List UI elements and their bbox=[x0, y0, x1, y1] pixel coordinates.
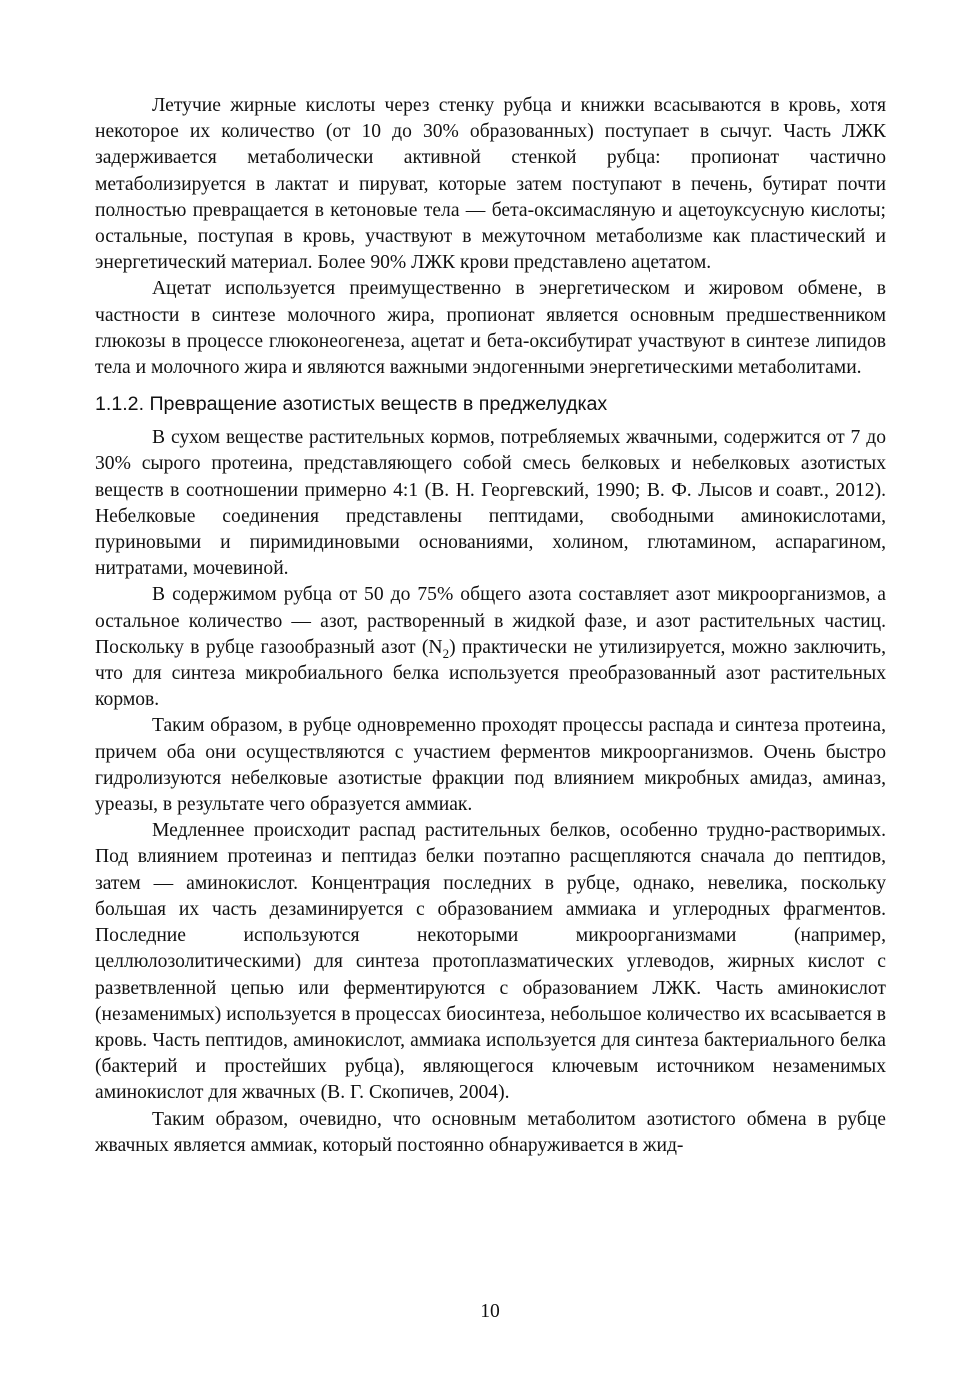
paragraph-ammonia-metabolite: Таким образом, очевидно, что основным метаболитом азотистого обмена в рубце жвачных является аммиак, который постоянно обнаруживается в жид- bbox=[95, 1108, 886, 1156]
paragraph-rumen-nitrogen-text-1: В содержимом рубца от 50 до 75% общего азота составляет азот микроорганизмов, а остальное количество — азот, растворенный в жидкой фазе, и азот растительных частиц. Поскольку в рубце газообразный азот (N bbox=[95, 584, 886, 658]
paragraph-acetate-use: Ацетат используется преимущественно в энергетическом и жировом обмене, в частности в синтезе молочного жира, пропионат является основным предшественником глюкозы в процессе глюконеогенеза, ацетат и бета-оксибутират участвуют в синтезе липидов тела и молочного жира и являются важными эндогенными энергетическими метаболитами. bbox=[95, 278, 886, 379]
paragraph-rumen-nitrogen-text-2: ) практически не утилизируется, можно заключить, что для синтеза микробиального белка используется преобразованный азот растительных кормов. bbox=[95, 636, 887, 711]
paragraph-crude-protein: В сухом веществе растительных кормов, потребляемых жвачными, содержится от 7 до 30% сырого протеина, представляющего собой смесь белковых и небелковых азотистых веществ в соотношении примерно 4:1 (В. Н. Георгевский, 1990; В. Ф. Лысов и соавт., 2012). Небелковые соединения представлены пептидами, свободными аминокислотами, пуриновыми и пиримидиновыми основаниями, холином, глютамином, аспарагином, нитратами, мочевиной. bbox=[95, 427, 886, 580]
section-heading: 1.1.2. Превращение азотистых веществ в преджелудках bbox=[95, 393, 608, 416]
paragraph-vfa-absorption: Летучие жирные кислоты через стенку рубца и книжки всасываются в кровь, хотя некоторое их количество (от 10 до 30% образованных) поступает в сычуг. Часть ЛЖК задерживается метаболически активной стенкой рубца: пропионат частично метаболизируется в лактат и пируват, которые затем поступают в печень, бутират почти полностью превращается в кетоновые тела — бета-оксимасляную и ацетоуксусную кислоты; остальные, поступая в кровь, участвуют в межуточном метаболизме как пластический и энергетический материал. Более 90% ЛЖК крови представлено ацетатом. bbox=[95, 95, 886, 274]
paragraph-plant-protein-breakdown: Медленнее происходит распад растительных белков, особенно трудно-растворимых. Под влиянием протеиназ и пептидаз белки поэтапно расщепляются сначала до пептидов, затем — аминокислот. Концентрация последних в рубце, однако, невелика, поскольку большая их часть дезаминируется с образованием аммиака и углеродных фрагментов. Последние используются некоторыми микроорганизмами (например, целлюлозолитическими) для синтеза протоплазматических углеводов, жирных кислот с разветвленной цепью или ферментируются с образованием ЛЖК. Часть аминокислот (незаменимых) используется в процессах биосинтеза, небольшое количество их всасывается в кровь. Часть пептидов, аминокислот, аммиака используется для синтеза бактериального белка (бактерий и простейших рубца), являющегося ключевым источником незаменимых аминокислот для жвачных (В. Г. Скопичев, 2004). bbox=[95, 820, 886, 1104]
page-body bbox=[95, 93, 886, 1159]
paragraph-rumen-nitrogen bbox=[95, 582, 886, 713]
paragraph-protein-breakdown: Таким образом, в рубце одновременно проходят процессы распада и синтеза протеина, причем оба они осуществляются с участием ферментов микроорганизмов. Очень быстро гидролизуются небелковые азотистые фракции под влиянием микробных амидаз, аминаз, уреазы, в результате чего образуется аммиак. bbox=[95, 715, 886, 816]
page-number: 10 bbox=[480, 1301, 500, 1322]
nitrogen-subscript: 2 bbox=[442, 645, 450, 661]
